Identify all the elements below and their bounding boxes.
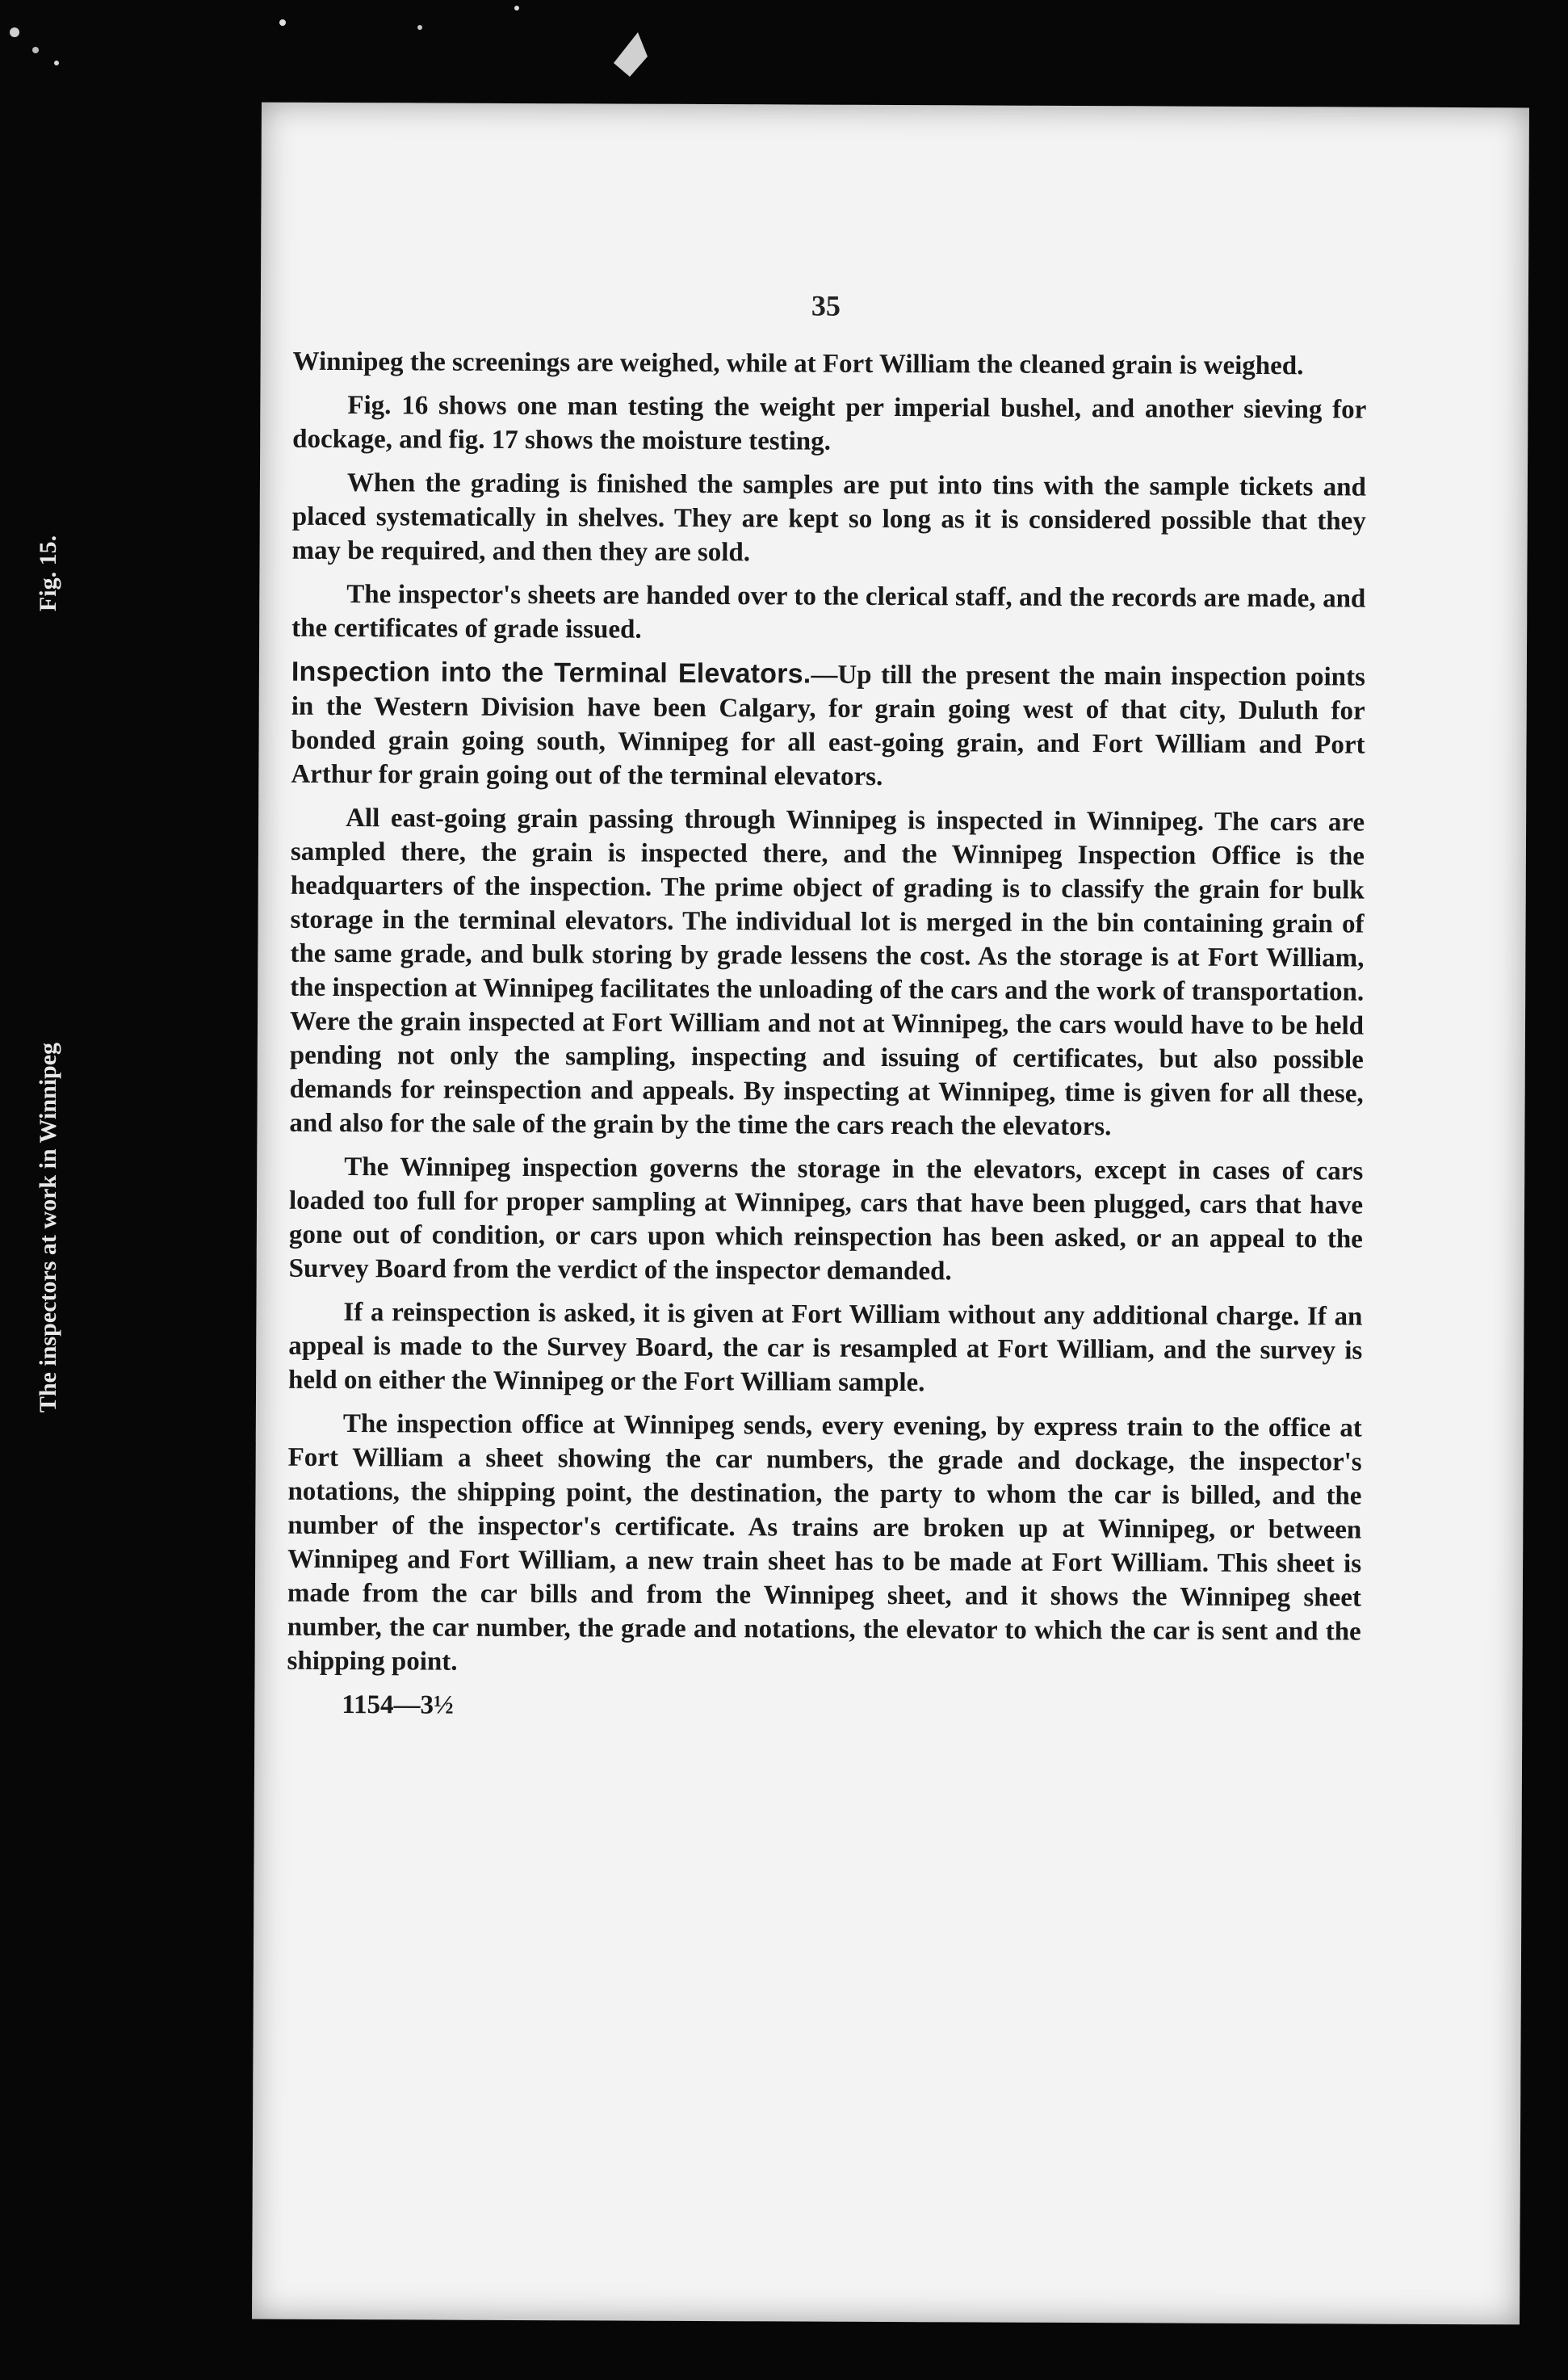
paragraph-text: Winnipeg the screenings are weighed, while at Fort William the cleaned grain is weighed. (292, 346, 1304, 381)
paragraph-text: The Winnipeg inspection governs the storage in the elevators, except in cases of cars loaded too full for proper sampling at Winnipeg, cars that have been plugged, cars that have gone out of condition, or cars upon which reinspection has been asked, or an appeal to the Survey Board from the verdict of the inspector demanded. (288, 1152, 1364, 1287)
paragraph (292, 388, 1366, 461)
paragraph-text: The inspector's sheets are handed over to the clerical staff, and the records are made, and the certificates of grade issued. (291, 580, 1366, 644)
figure-label (16, 525, 81, 622)
paragraph-text: If a reinspection is asked, it is given at Fort William without any additional charge. If an appeal is made to the Survey Board, the car is resampled at Fort William, and the survey is held on either the Winnipeg or the Fort William sample. (288, 1298, 1363, 1398)
paragraph-text: Fig. 16 shows one man testing the weight per imperial bushel, and another sieving for dockage, and fig. 17 shows the moisture testing. (292, 391, 1367, 456)
printer-mark: 1154—3½ (342, 1690, 454, 1720)
paragraph (293, 345, 1367, 384)
page-number: 35 (811, 289, 841, 322)
document-page (252, 103, 1529, 2325)
paragraph (289, 801, 1365, 1145)
figure-caption (0, 1001, 97, 1454)
paragraph (289, 1150, 1364, 1291)
body-text (287, 345, 1366, 1727)
paragraph (291, 577, 1365, 650)
paragraph-text: All east-going grain passing through Winnipeg is inspected in Winnipeg. The cars are sampled there, the grain is inspected there, and the Winnipeg Inspection Office is the headquarters of the inspection. The prime object of grading is to classify the grain for bulk storage in the terminal elevators. The individual lot is merged in the bin containing grain of the same grade, and bulk storing by grade lessens the cost. As the storage is at Fort William, the inspection at Winnipeg facilitates the unloading of the cars and the work of transportation. Were the grain inspected at Fort William and not at Winnipeg, the cars would have to be held pending not only the sampling, inspecting and issuing of certificates, but also possible demands for reinspection and appeals. By inspecting at Winnipeg, time is given for all these, and also for the sale of the grain by the time the cars reach the elevators. (289, 804, 1365, 1142)
figure-label-text: Fig. 15. (35, 535, 62, 612)
paragraph-text: When the grading is finished the samples are put into tins with the sample tickets and placed systematically in shelves. They are kept so long as it is considered possible that they may be required, and then they are sold. (291, 468, 1367, 568)
section-paragraph (291, 655, 1365, 796)
figure-caption-text: The inspectors at work in Winnipeg (35, 1042, 62, 1413)
paragraph (287, 1407, 1361, 1683)
paragraph (291, 466, 1366, 573)
paragraph (288, 1295, 1363, 1402)
section-heading: Inspection into the Terminal Elevators. (291, 656, 811, 690)
paragraph-text: —Up till the present the main inspection points in the Western Division have been Calgary, for grain going west of that city, Duluth for bonded grain going south, Winnipeg for all east-going grain, and Fort William and Port Arthur for grain going out of the terminal elevators. (291, 660, 1365, 791)
paragraph-text: The inspection office at Winnipeg sends, every evening, by express train to the office at Fort William a sheet showing the car numbers, the grade and dockage, the inspector's notations, the shipping point, the destination, the party to whom the car is billed, and the number of the inspector's certificate. As trains are broken up at Winnipeg, or between Winnipeg and Fort William, a new train sheet has to be made at Fort William. This sheet is made from the car bills and from the Winnipeg sheet, and it shows the Winnipeg sheet number, the car number, the grade and notations, the elevator to which the car is sent and the shipping point. (287, 1409, 1362, 1677)
